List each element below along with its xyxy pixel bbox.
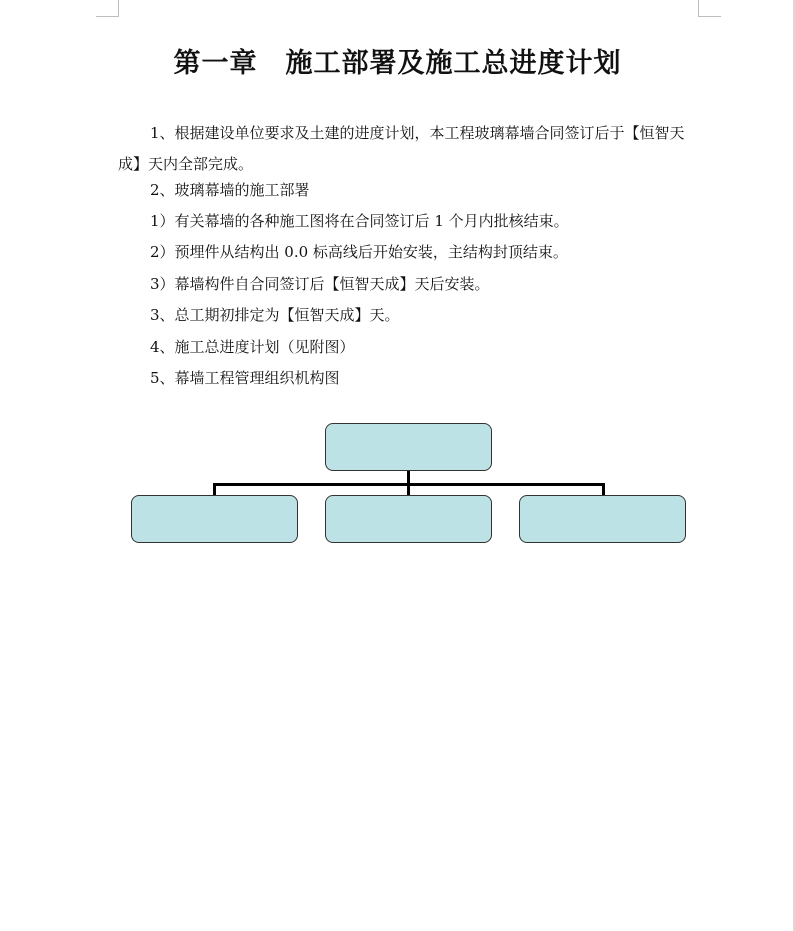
- chapter-title: 第一章 施工部署及施工总进度计划: [173, 48, 622, 79]
- org-box-top: [325, 423, 492, 471]
- paragraph-5: 3）幕墙构件自合同签订后【恒智天成】天后安装。: [150, 275, 490, 293]
- paragraph-7: 4、施工总进度计划（见附图）: [150, 338, 355, 356]
- crop-mark-top-left: [96, 0, 119, 17]
- org-connector-bar: [213, 483, 605, 486]
- paragraph-4: 2）预埋件从结构出 0.0 标高线后开始安装，主结构封顶结束。: [150, 243, 568, 261]
- org-connector-drop-left: [213, 483, 216, 495]
- paragraph-1: 1、根据建设单位要求及土建的进度计划，本工程玻璃幕墙合同签订后于【恒智天成】天内全部完成。: [118, 124, 685, 173]
- org-box-child-1: [131, 495, 298, 543]
- paragraph-6: 3、总工期初排定为【恒智天成】天。: [150, 306, 400, 324]
- paragraph-8: 5、幕墙工程管理组织机构图: [150, 369, 340, 387]
- paragraph-2: 2、玻璃幕墙的施工部署: [150, 181, 310, 199]
- org-connector-drop-right: [602, 483, 605, 495]
- crop-mark-top-right: [698, 0, 721, 17]
- paragraph-3: 1）有关幕墙的各种施工图将在合同签订后 1 个月内批核结束。: [150, 212, 569, 230]
- org-box-child-2: [325, 495, 492, 543]
- org-box-child-3: [519, 495, 686, 543]
